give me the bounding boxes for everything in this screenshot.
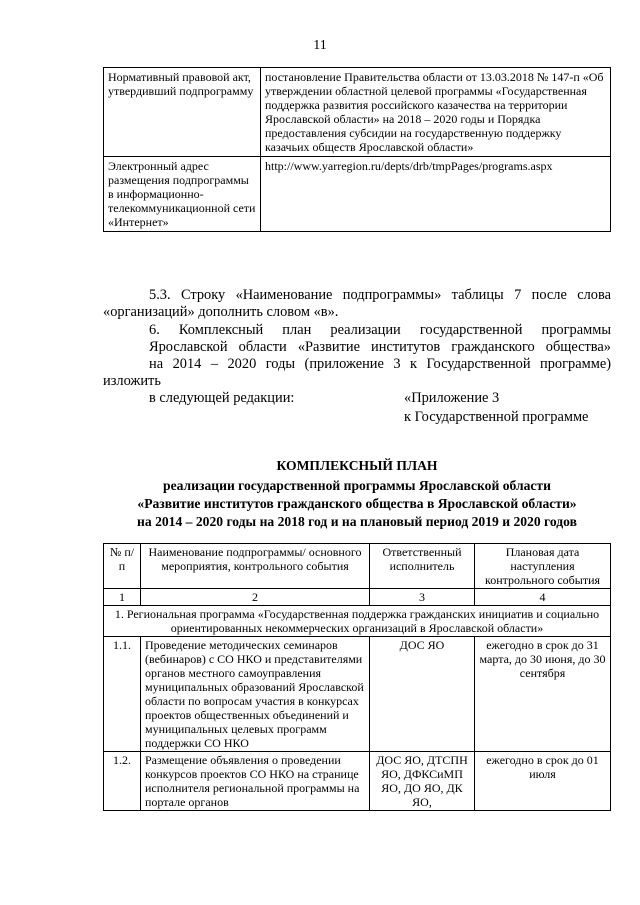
column-header-date: Плановая дата наступления контрольного события (475, 544, 611, 589)
table-header-row (104, 544, 611, 589)
column-header-executor: Ответственный исполнитель (370, 544, 475, 589)
table-row (104, 752, 611, 811)
paragraph-6-line: 6. Комплексный план реализации государственной программы (149, 322, 611, 338)
column-number: 2 (141, 589, 370, 606)
passport-label-web-address: Электронный адрес размещения подпрограммы в информационно-телекоммуникационной сети «Интернет» (104, 157, 261, 232)
passport-label-legal-act: Нормативный правовой акт, утвердивший подпрограмму (104, 68, 261, 157)
paragraph-6-line: на 2014 – 2020 годы (приложение 3 к Государственной программе) изложить (103, 356, 611, 389)
row-activity-name: Проведение методических семинаров (вебинаров) с СО НКО и представителями органов местного самоуправления муниципальных образований Ярославской области по вопросам участия в конкурсах проектов общественных объединений и муниципальных целевых программ поддержки СО НКО (141, 637, 370, 752)
comprehensive-plan-table (103, 543, 611, 811)
plan-title-line: «Развитие институтов гражданского общества в Ярославской области» (137, 496, 577, 511)
row-executor: ДОС ЯО, ДТСПН ЯО, ДФКСиМП ЯО, ДО ЯО, ДК ЯО, (370, 752, 475, 811)
page-number: 11 (313, 38, 327, 53)
column-number: 3 (370, 589, 475, 606)
column-number: 4 (475, 589, 611, 606)
column-number: 1 (104, 589, 141, 606)
row-number: 1.2. (104, 752, 141, 811)
section-row (104, 606, 611, 637)
paragraph-6-line: в следующей редакции: (149, 390, 295, 406)
table-row (104, 68, 611, 157)
appendix-line: «Приложение 3 (404, 390, 500, 406)
row-date: ежегодно в срок до 31 марта, до 30 июня, до 30 сентября (475, 637, 611, 752)
plan-title-line: КОМПЛЕКСНЫЙ ПЛАН (276, 458, 438, 473)
column-header-number: № п/п (104, 544, 141, 589)
row-executor: ДОС ЯО (370, 637, 475, 752)
appendix-line: к Государственной программе (404, 409, 589, 425)
table-row (104, 157, 611, 232)
plan-title-line: реализации государственной программы Ярославской области (163, 478, 551, 493)
row-date: ежегодно в срок до 01 июля (475, 752, 611, 811)
appendix-reference (404, 389, 588, 427)
column-number-row (104, 589, 611, 606)
plan-title (103, 457, 611, 531)
subprogram-passport-table (103, 67, 611, 232)
row-number: 1.1. (104, 637, 141, 752)
passport-value-legal-act: постановление Правительства области от 13.03.2018 № 147-п «Об утверждении областной целевой программы «Государственная поддержка развития российского казачества на территории Ярославской области» на 2018 – 2020 годы и Порядка предоставления субсидии на государственную поддержку казачьих обществ Ярославской области» (261, 68, 611, 157)
column-header-name: Наименование подпрограммы/ основного мероприятия, контрольного события (141, 544, 370, 589)
section-title: 1. Региональная программа «Государственная поддержка гражданских инициатив и социально ориентированных некоммерческих организаций в Ярославской области» (104, 606, 611, 637)
table-row (104, 637, 611, 752)
plan-title-line: на 2014 – 2020 годы на 2018 год и на плановый период 2019 и 2020 годов (137, 514, 577, 529)
passport-value-web-address: http://www.yarregion.ru/depts/drb/tmpPages/programs.aspx (261, 157, 611, 232)
paragraph-5-3: 5.3. Строку «Наименование подпрограммы» таблицы 7 после слова «организаций» дополнить словом «в». (103, 287, 611, 320)
paragraph-6-line: Ярославской области «Развитие институтов гражданского общества» (149, 339, 611, 355)
row-activity-name: Размещение объявления о проведении конкурсов проектов СО НКО на странице исполнителя региональной программы на портале органов (141, 752, 370, 811)
